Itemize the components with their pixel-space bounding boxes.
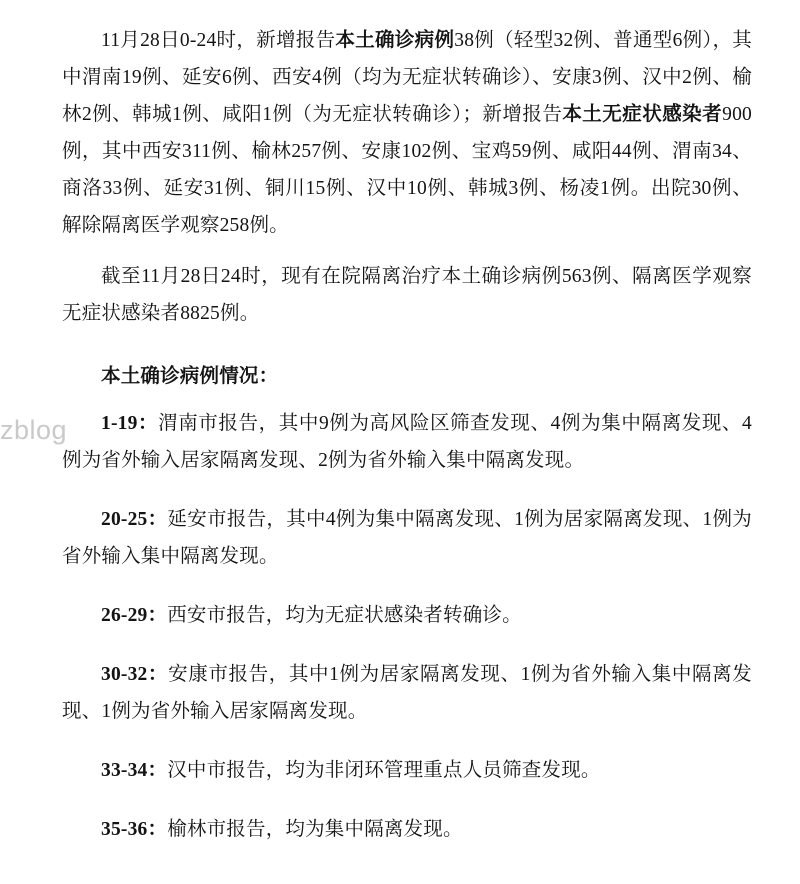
case-entry: [62, 405, 752, 479]
case-range: 35-36：: [101, 819, 168, 840]
paragraph-cumulative-report: [62, 258, 752, 332]
text-run-bold: 本土确诊病例: [335, 30, 455, 51]
case-detail: 榆林市报告，均为集中隔离发现。: [167, 819, 463, 840]
case-range: 20-25：: [101, 509, 168, 530]
case-entry: [62, 811, 752, 848]
case-detail: 安康市报告，其中1例为居家隔离发现、1例为省外输入集中隔离发现、1例为省外输入居家隔离发现。: [62, 664, 752, 722]
case-range: 30-32：: [101, 664, 169, 685]
case-detail: 西安市报告，均为无症状感染者转确诊。: [167, 605, 522, 626]
section-heading: 本土确诊病例情况：: [101, 366, 279, 387]
case-entry: [62, 752, 752, 789]
watermark: zblog: [0, 415, 68, 445]
case-detail: 渭南市报告，其中9例为高风险区筛查发现、4例为集中隔离发现、4例为省外输入居家隔离发现、2例为省外输入集中隔离发现。: [62, 413, 752, 471]
case-range: 1-19：: [101, 413, 159, 434]
page-bottom-fade: [0, 858, 800, 884]
text-run: 900例，其中西安311例、榆林257例、安康102例、宝鸡59例、咸阳44例、渭南34、商洛33例、延安31例、铜川15例、汉中10例、韩城3例、杨凌1例。出院30例、解除隔离医学观察258例。: [62, 104, 752, 236]
text-run-bold: 本土无症状感染者: [562, 104, 723, 125]
case-detail: 汉中市报告，均为非闭环管理重点人员筛查发现。: [167, 760, 601, 781]
case-entry: [62, 501, 752, 575]
case-entry: [62, 656, 752, 730]
case-range: 33-34：: [101, 760, 168, 781]
case-entry: [62, 597, 752, 634]
text-run: 11月28日0-24时，新增报告: [101, 30, 336, 51]
text-run: 截至11月28日24时，现有在院隔离治疗本土确诊病例563例、隔离医学观察无症状感染者8825例。: [62, 266, 752, 324]
text-run: 38例（轻型32例、普通型6例），其中渭南19例、延安6例、西安4例（均为无症状转确诊）、安康3例、汉中2例、榆林2例、韩城1例、咸阳1例（为无症状转确诊）；新增报告: [62, 30, 753, 125]
case-range: 26-29：: [101, 605, 168, 626]
paragraph-daily-report: [62, 22, 752, 244]
case-detail: 延安市报告，其中4例为集中隔离发现、1例为居家隔离发现、1例为省外输入集中隔离发现。: [62, 509, 752, 567]
